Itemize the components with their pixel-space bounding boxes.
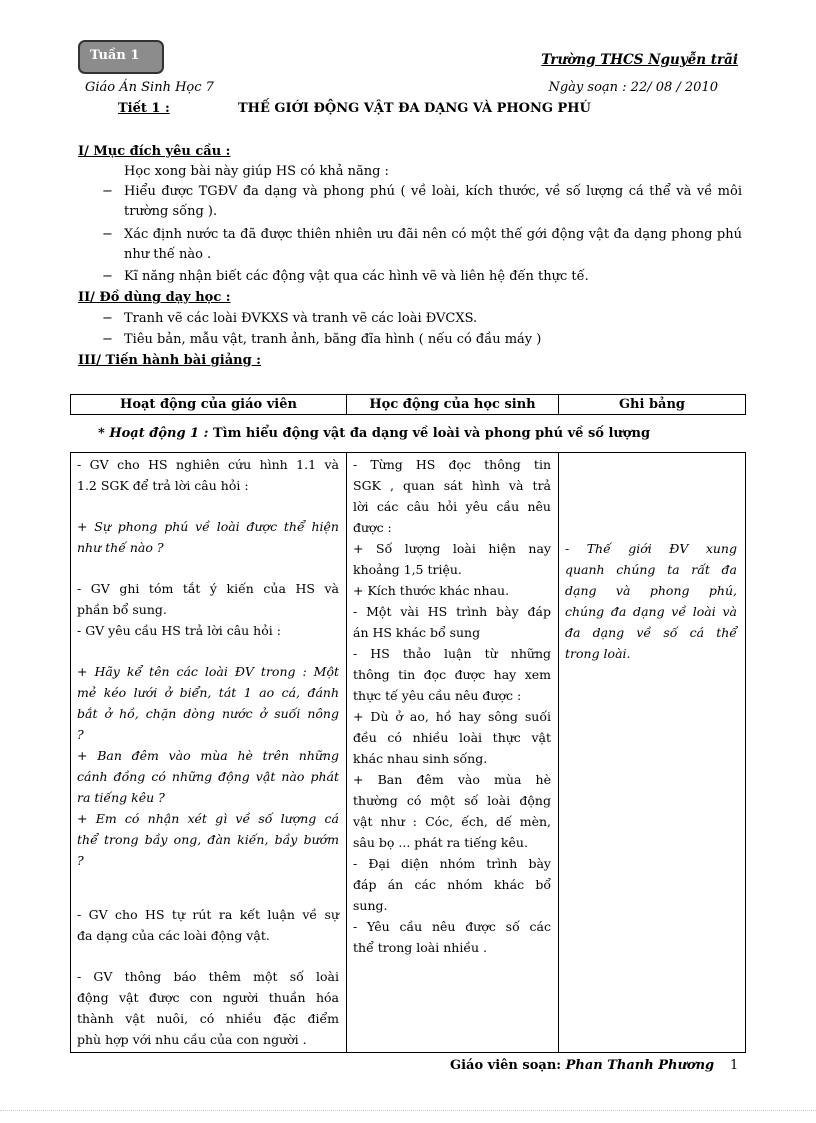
activity-label: * Hoạt động 1 : [98,426,209,441]
student-line: - Yêu cầu nêu được số các [353,919,551,934]
board-line: - Thế giới ĐV xung [565,541,737,556]
subject-label: Giáo Án Sinh Học 7 [85,80,214,95]
section-3-heading: III/ Tiến hành bài giảng : [78,353,261,368]
board-line: dạng và phong phú, [565,583,737,598]
teacher-name: Phan Thanh Phương [565,1058,715,1073]
table-header [70,394,746,415]
teacher-line: + Em có nhận xét gì về số lượng cá [77,811,339,826]
lesson-number: Tiết 1 : [118,101,170,116]
student-line: SGK , quan sát hình và trả [353,478,551,493]
teacher-line: 1.2 SGK để trả lời câu hỏi : [77,478,249,493]
footer-label: Giáo viên soạn: [450,1058,562,1073]
student-line: + Số lượng loài hiện nay [353,541,551,556]
section-1-heading: I/ Mục đích yêu cầu : [78,144,231,159]
student-line: + Ban đêm vào mùa hè [353,772,551,787]
student-line: - Đại diện nhóm trình bày [353,856,551,871]
teacher-line: phần bổ sung. [77,602,167,617]
student-line: sâu bọ ... phát ra tiếng kêu. [353,835,528,850]
teacher-line: như thế nào ? [77,540,164,555]
student-line: khoảng 1,5 triệu. [353,562,462,577]
teacher-line: + Hãy kể tên các loài ĐV trong : Một [77,664,339,679]
student-line: + Dù ở ao, hồ hay sông suối [353,709,551,724]
teacher-line: động vật được con người thuần hóa [77,990,339,1005]
teacher-line: mẻ kéo lưới ở biển, tát 1 ao cá, đánh [77,685,339,700]
teacher-line: ? [77,727,84,742]
teacher-line: - GV cho HS nghiên cứu hình 1.1 và [77,457,339,472]
board-line: trong loài. [565,646,631,661]
objective-item: − Hiểu được TGĐV đa dạng và phong phú ( về loài, kích thước, về số lượng cá thể và về môi trường sống ). [102,184,742,219]
teacher-line: + Sự phong phú về loài được thể hiện [77,519,339,534]
board-line: chúng đa dạng về loài và [565,604,737,619]
teacher-line: phù hợp với nhu cầu của con người . [77,1032,307,1047]
teacher-line: + Ban đêm vào mùa hè trên những [77,748,339,763]
student-line: lời các câu hỏi yêu cầu nêu [353,499,551,514]
student-line: - HS thảo luận từ những [353,646,551,661]
teacher-line: ra tiếng kêu ? [77,790,165,805]
header-teacher: Hoạt động của giáo viên [71,395,347,414]
section-1-intro: Học xong bài này giúp HS có khả năng : [124,164,389,179]
teacher-column [71,453,347,1052]
student-line: thực tế yêu cầu nêu được : [353,688,522,703]
page-number: 1 [730,1058,739,1073]
student-line: sung. [353,898,388,913]
teacher-line: thể trong bầy ong, đàn kiến, bầy bướm [77,832,339,847]
student-line: thông tin đọc được hay xem [353,667,551,682]
section-2-heading: II/ Đồ dùng dạy học : [78,290,231,305]
teacher-line: thành vật nuôi, có nhiều đặc điểm [77,1011,339,1026]
student-line: án HS khác bổ sung [353,625,481,640]
header-student: Học động của học sinh [347,395,559,414]
student-line: đáp án các nhóm khác bổ [353,877,551,892]
teacher-line: cánh đồng có những động vật nào phát [77,769,339,784]
student-line: - Một vài HS trình bày đáp [353,604,551,619]
student-line: vật như : Cóc, ếch, dế mèn, [353,814,551,829]
teacher-line: - GV yêu cầu HS trả lời câu hỏi : [77,623,281,638]
board-line: đa dạng về số cá thể [565,625,737,640]
activity-heading [98,426,650,441]
student-line: thường có một số loài động [353,793,551,808]
header-board: Ghi bảng [618,397,686,412]
objective-item: − Kĩ năng nhận biết các động vật qua các hình vẽ và liên hệ đến thực tế. [102,269,589,284]
material-item: − Tiêu bản, mẫu vật, tranh ảnh, băng đĩa hình ( nếu có đầu máy ) [102,332,542,347]
school-name: Trường THCS Nguyễn trãi [541,52,738,68]
teacher-line: - GV thông báo thêm một số loài [77,969,339,984]
student-line: - Từng HS đọc thông tin [353,457,551,472]
student-column [347,453,559,1052]
material-item: − Tranh vẽ các loài ĐVKXS và tranh vẽ các loài ĐVCXS. [102,311,478,326]
teacher-line: ? [77,853,84,868]
teacher-line: đa dạng của các loài động vật. [77,928,270,943]
page-divider [0,1110,816,1111]
lesson-table [70,452,746,1053]
student-line: đều có nhiều loài thực vật [353,730,551,745]
board-line: quanh chúng ta rất đa [565,562,737,577]
lesson-title: THẾ GIỚI ĐỘNG VẬT ĐA DẠNG VÀ PHONG PHÚ [238,101,591,116]
teacher-line: bắt ở hồ, chặn dòng nước ở suối nông [77,706,339,721]
student-line: được : [353,520,392,535]
teacher-line: - GV ghi tóm tắt ý kiến của HS và [77,581,339,596]
student-line: thể trong loài nhiều . [353,940,488,955]
week-badge: Tuần 1 [78,40,164,74]
objective-item: − Xác định nước ta đã được thiên nhiên ưu đãi nên có một thế gới động vật đa dạng phong phú như thế nào . [102,227,742,262]
footer-teacher [450,1058,714,1073]
board-column [559,453,745,1052]
student-line: khác nhau sinh sống. [353,751,488,766]
teacher-line: - GV cho HS tự rút ra kết luận về sự [77,907,339,922]
student-line: + Kích thước khác nhau. [353,583,510,598]
prep-date: Ngày soạn : 22/ 08 / 2010 [548,80,718,95]
activity-title: Tìm hiểu động vật đa dạng về loài và phong phú về số lượng [212,426,651,441]
